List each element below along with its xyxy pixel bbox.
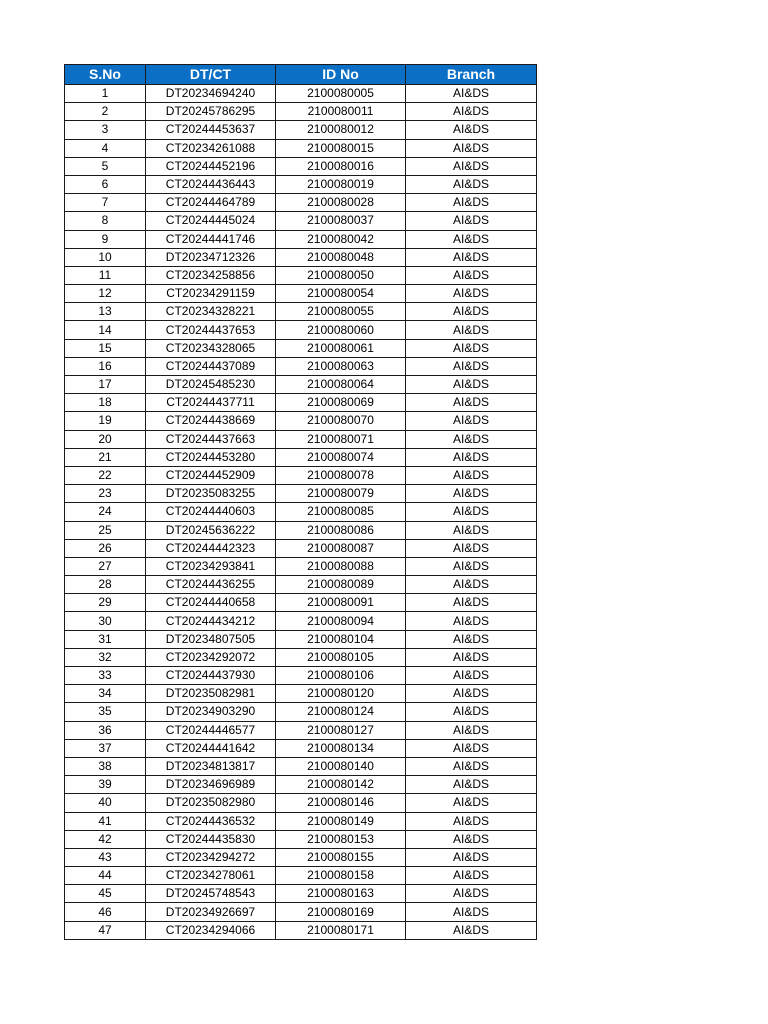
cell-dtct: CT20234278061: [146, 867, 276, 885]
cell-sno: 31: [65, 630, 146, 648]
header-row: [65, 65, 537, 85]
cell-dtct: CT20244440603: [146, 503, 276, 521]
cell-sno: 26: [65, 539, 146, 557]
cell-branch: AI&DS: [406, 175, 537, 193]
table-row: [65, 903, 537, 921]
cell-sno: 6: [65, 175, 146, 193]
cell-dtct: CT20244464789: [146, 194, 276, 212]
cell-branch: AI&DS: [406, 721, 537, 739]
cell-sno: 11: [65, 266, 146, 284]
cell-sno: 13: [65, 303, 146, 321]
cell-dtct: CT20244437089: [146, 357, 276, 375]
cell-id-no: 2100080088: [276, 557, 406, 575]
cell-branch: AI&DS: [406, 121, 537, 139]
table-row: [65, 430, 537, 448]
cell-branch: AI&DS: [406, 394, 537, 412]
cell-sno: 2: [65, 103, 146, 121]
cell-branch: AI&DS: [406, 285, 537, 303]
table-row: [65, 557, 537, 575]
cell-branch: AI&DS: [406, 830, 537, 848]
table-row: [65, 885, 537, 903]
cell-id-no: 2100080104: [276, 630, 406, 648]
cell-branch: AI&DS: [406, 921, 537, 939]
cell-dtct: DT20245485230: [146, 376, 276, 394]
cell-dtct: DT20234813817: [146, 757, 276, 775]
cell-branch: AI&DS: [406, 157, 537, 175]
cell-dtct: CT20244434212: [146, 612, 276, 630]
cell-dtct: CT20244437711: [146, 394, 276, 412]
cell-sno: 35: [65, 703, 146, 721]
cell-id-no: 2100080028: [276, 194, 406, 212]
cell-id-no: 2100080091: [276, 594, 406, 612]
cell-id-no: 2100080140: [276, 757, 406, 775]
cell-id-no: 2100080106: [276, 667, 406, 685]
cell-id-no: 2100080120: [276, 685, 406, 703]
table-row: [65, 721, 537, 739]
table-row: [65, 466, 537, 484]
cell-sno: 34: [65, 685, 146, 703]
cell-sno: 32: [65, 648, 146, 666]
cell-dtct: DT20235083255: [146, 485, 276, 503]
cell-id-no: 2100080061: [276, 339, 406, 357]
cell-sno: 22: [65, 466, 146, 484]
cell-id-no: 2100080016: [276, 157, 406, 175]
cell-sno: 5: [65, 157, 146, 175]
cell-branch: AI&DS: [406, 503, 537, 521]
cell-sno: 17: [65, 376, 146, 394]
cell-dtct: DT20234696989: [146, 776, 276, 794]
table-row: [65, 448, 537, 466]
cell-id-no: 2100080011: [276, 103, 406, 121]
cell-sno: 44: [65, 867, 146, 885]
cell-dtct: CT20234294272: [146, 848, 276, 866]
table-row: [65, 921, 537, 939]
cell-sno: 20: [65, 430, 146, 448]
cell-branch: AI&DS: [406, 630, 537, 648]
table-row: [65, 867, 537, 885]
cell-dtct: CT20244437930: [146, 667, 276, 685]
cell-id-no: 2100080060: [276, 321, 406, 339]
cell-dtct: DT20235082981: [146, 685, 276, 703]
cell-dtct: CT20244441746: [146, 230, 276, 248]
table-row: [65, 848, 537, 866]
cell-branch: AI&DS: [406, 648, 537, 666]
cell-sno: 10: [65, 248, 146, 266]
cell-dtct: CT20234258856: [146, 266, 276, 284]
cell-branch: AI&DS: [406, 612, 537, 630]
cell-id-no: 2100080089: [276, 576, 406, 594]
cell-dtct: CT20244438669: [146, 412, 276, 430]
cell-id-no: 2100080070: [276, 412, 406, 430]
cell-sno: 14: [65, 321, 146, 339]
cell-id-no: 2100080149: [276, 812, 406, 830]
cell-dtct: CT20244436532: [146, 812, 276, 830]
cell-dtct: DT20234694240: [146, 85, 276, 103]
table-row: [65, 376, 537, 394]
cell-branch: AI&DS: [406, 230, 537, 248]
cell-id-no: 2100080078: [276, 466, 406, 484]
cell-id-no: 2100080064: [276, 376, 406, 394]
cell-branch: AI&DS: [406, 85, 537, 103]
cell-id-no: 2100080071: [276, 430, 406, 448]
cell-dtct: DT20235082980: [146, 794, 276, 812]
table-row: [65, 321, 537, 339]
cell-branch: AI&DS: [406, 103, 537, 121]
cell-branch: AI&DS: [406, 739, 537, 757]
cell-branch: AI&DS: [406, 466, 537, 484]
table-row: [65, 503, 537, 521]
cell-sno: 9: [65, 230, 146, 248]
cell-dtct: CT20234294066: [146, 921, 276, 939]
header-sno: S.No: [65, 65, 146, 85]
table-body: [65, 85, 537, 940]
cell-dtct: DT20245748543: [146, 885, 276, 903]
cell-branch: AI&DS: [406, 576, 537, 594]
table-row: [65, 812, 537, 830]
cell-branch: AI&DS: [406, 303, 537, 321]
cell-id-no: 2100080069: [276, 394, 406, 412]
cell-dtct: CT20234291159: [146, 285, 276, 303]
cell-id-no: 2100080142: [276, 776, 406, 794]
cell-id-no: 2100080037: [276, 212, 406, 230]
cell-sno: 42: [65, 830, 146, 848]
cell-id-no: 2100080074: [276, 448, 406, 466]
cell-branch: AI&DS: [406, 667, 537, 685]
cell-sno: 40: [65, 794, 146, 812]
cell-id-no: 2100080153: [276, 830, 406, 848]
cell-dtct: CT20244436255: [146, 576, 276, 594]
table-row: [65, 612, 537, 630]
cell-branch: AI&DS: [406, 557, 537, 575]
cell-id-no: 2100080158: [276, 867, 406, 885]
cell-sno: 1: [65, 85, 146, 103]
cell-sno: 16: [65, 357, 146, 375]
cell-dtct: CT20244435830: [146, 830, 276, 848]
table-row: [65, 285, 537, 303]
cell-sno: 46: [65, 903, 146, 921]
cell-sno: 27: [65, 557, 146, 575]
table-row: [65, 648, 537, 666]
cell-sno: 38: [65, 757, 146, 775]
cell-branch: AI&DS: [406, 139, 537, 157]
cell-dtct: DT20234807505: [146, 630, 276, 648]
cell-dtct: CT20234293841: [146, 557, 276, 575]
table-row: [65, 685, 537, 703]
table-row: [65, 103, 537, 121]
table-row: [65, 576, 537, 594]
cell-branch: AI&DS: [406, 848, 537, 866]
cell-dtct: CT20244445024: [146, 212, 276, 230]
cell-branch: AI&DS: [406, 594, 537, 612]
table-row: [65, 248, 537, 266]
cell-branch: AI&DS: [406, 485, 537, 503]
cell-id-no: 2100080124: [276, 703, 406, 721]
table-row: [65, 412, 537, 430]
table-row: [65, 630, 537, 648]
cell-dtct: DT20234926697: [146, 903, 276, 921]
cell-dtct: CT20244437653: [146, 321, 276, 339]
cell-sno: 25: [65, 521, 146, 539]
cell-dtct: DT20234903290: [146, 703, 276, 721]
cell-id-no: 2100080146: [276, 794, 406, 812]
cell-branch: AI&DS: [406, 521, 537, 539]
cell-branch: AI&DS: [406, 448, 537, 466]
cell-branch: AI&DS: [406, 412, 537, 430]
cell-id-no: 2100080155: [276, 848, 406, 866]
cell-dtct: DT20234712326: [146, 248, 276, 266]
cell-branch: AI&DS: [406, 321, 537, 339]
cell-branch: AI&DS: [406, 703, 537, 721]
cell-sno: 30: [65, 612, 146, 630]
table-row: [65, 303, 537, 321]
cell-sno: 41: [65, 812, 146, 830]
cell-sno: 28: [65, 576, 146, 594]
cell-dtct: DT20245786295: [146, 103, 276, 121]
cell-dtct: CT20234261088: [146, 139, 276, 157]
table-row: [65, 830, 537, 848]
cell-dtct: CT20234292072: [146, 648, 276, 666]
cell-dtct: CT20244452909: [146, 466, 276, 484]
table-row: [65, 776, 537, 794]
cell-sno: 7: [65, 194, 146, 212]
cell-dtct: CT20244441642: [146, 739, 276, 757]
table-row: [65, 357, 537, 375]
cell-id-no: 2100080079: [276, 485, 406, 503]
table-row: [65, 394, 537, 412]
cell-branch: AI&DS: [406, 685, 537, 703]
cell-dtct: CT20244436443: [146, 175, 276, 193]
cell-sno: 21: [65, 448, 146, 466]
table-row: [65, 194, 537, 212]
cell-id-no: 2100080042: [276, 230, 406, 248]
cell-sno: 29: [65, 594, 146, 612]
spreadsheet: [64, 64, 537, 940]
cell-dtct: CT20244453280: [146, 448, 276, 466]
cell-sno: 3: [65, 121, 146, 139]
cell-sno: 43: [65, 848, 146, 866]
cell-dtct: CT20244440658: [146, 594, 276, 612]
cell-id-no: 2100080005: [276, 85, 406, 103]
table-row: [65, 521, 537, 539]
cell-branch: AI&DS: [406, 266, 537, 284]
cell-branch: AI&DS: [406, 794, 537, 812]
table-row: [65, 667, 537, 685]
cell-sno: 18: [65, 394, 146, 412]
cell-sno: 37: [65, 739, 146, 757]
cell-dtct: CT20244437663: [146, 430, 276, 448]
cell-dtct: CT20244442323: [146, 539, 276, 557]
cell-branch: AI&DS: [406, 430, 537, 448]
cell-branch: AI&DS: [406, 812, 537, 830]
header-id-no: ID No: [276, 65, 406, 85]
cell-dtct: CT20244446577: [146, 721, 276, 739]
student-table: [64, 64, 537, 940]
header-dtct: DT/CT: [146, 65, 276, 85]
cell-dtct: CT20234328221: [146, 303, 276, 321]
cell-id-no: 2100080134: [276, 739, 406, 757]
cell-id-no: 2100080169: [276, 903, 406, 921]
cell-sno: 33: [65, 667, 146, 685]
cell-branch: AI&DS: [406, 357, 537, 375]
cell-sno: 36: [65, 721, 146, 739]
table-row: [65, 121, 537, 139]
table-row: [65, 266, 537, 284]
cell-branch: AI&DS: [406, 248, 537, 266]
cell-id-no: 2100080015: [276, 139, 406, 157]
table-row: [65, 485, 537, 503]
table-row: [65, 757, 537, 775]
cell-sno: 24: [65, 503, 146, 521]
table-row: [65, 139, 537, 157]
table-row: [65, 703, 537, 721]
cell-id-no: 2100080127: [276, 721, 406, 739]
cell-id-no: 2100080086: [276, 521, 406, 539]
cell-id-no: 2100080054: [276, 285, 406, 303]
cell-id-no: 2100080063: [276, 357, 406, 375]
cell-branch: AI&DS: [406, 776, 537, 794]
cell-branch: AI&DS: [406, 885, 537, 903]
cell-branch: AI&DS: [406, 757, 537, 775]
table-row: [65, 794, 537, 812]
cell-sno: 45: [65, 885, 146, 903]
cell-branch: AI&DS: [406, 339, 537, 357]
cell-id-no: 2100080163: [276, 885, 406, 903]
cell-id-no: 2100080085: [276, 503, 406, 521]
cell-dtct: CT20234328065: [146, 339, 276, 357]
table-row: [65, 539, 537, 557]
cell-branch: AI&DS: [406, 903, 537, 921]
table-row: [65, 594, 537, 612]
cell-branch: AI&DS: [406, 539, 537, 557]
table-row: [65, 157, 537, 175]
cell-sno: 15: [65, 339, 146, 357]
table-row: [65, 85, 537, 103]
cell-id-no: 2100080048: [276, 248, 406, 266]
table-row: [65, 175, 537, 193]
table-row: [65, 212, 537, 230]
cell-dtct: CT20244452196: [146, 157, 276, 175]
header-branch: Branch: [406, 65, 537, 85]
cell-id-no: 2100080094: [276, 612, 406, 630]
cell-sno: 47: [65, 921, 146, 939]
cell-branch: AI&DS: [406, 867, 537, 885]
cell-sno: 12: [65, 285, 146, 303]
cell-id-no: 2100080050: [276, 266, 406, 284]
cell-sno: 19: [65, 412, 146, 430]
cell-branch: AI&DS: [406, 376, 537, 394]
cell-id-no: 2100080087: [276, 539, 406, 557]
table-row: [65, 739, 537, 757]
table-row: [65, 230, 537, 248]
cell-sno: 39: [65, 776, 146, 794]
cell-id-no: 2100080012: [276, 121, 406, 139]
cell-sno: 23: [65, 485, 146, 503]
cell-id-no: 2100080171: [276, 921, 406, 939]
cell-branch: AI&DS: [406, 194, 537, 212]
cell-id-no: 2100080105: [276, 648, 406, 666]
cell-sno: 8: [65, 212, 146, 230]
cell-sno: 4: [65, 139, 146, 157]
cell-dtct: CT20244453637: [146, 121, 276, 139]
cell-id-no: 2100080019: [276, 175, 406, 193]
cell-branch: AI&DS: [406, 212, 537, 230]
cell-id-no: 2100080055: [276, 303, 406, 321]
table-row: [65, 339, 537, 357]
cell-dtct: DT20245636222: [146, 521, 276, 539]
